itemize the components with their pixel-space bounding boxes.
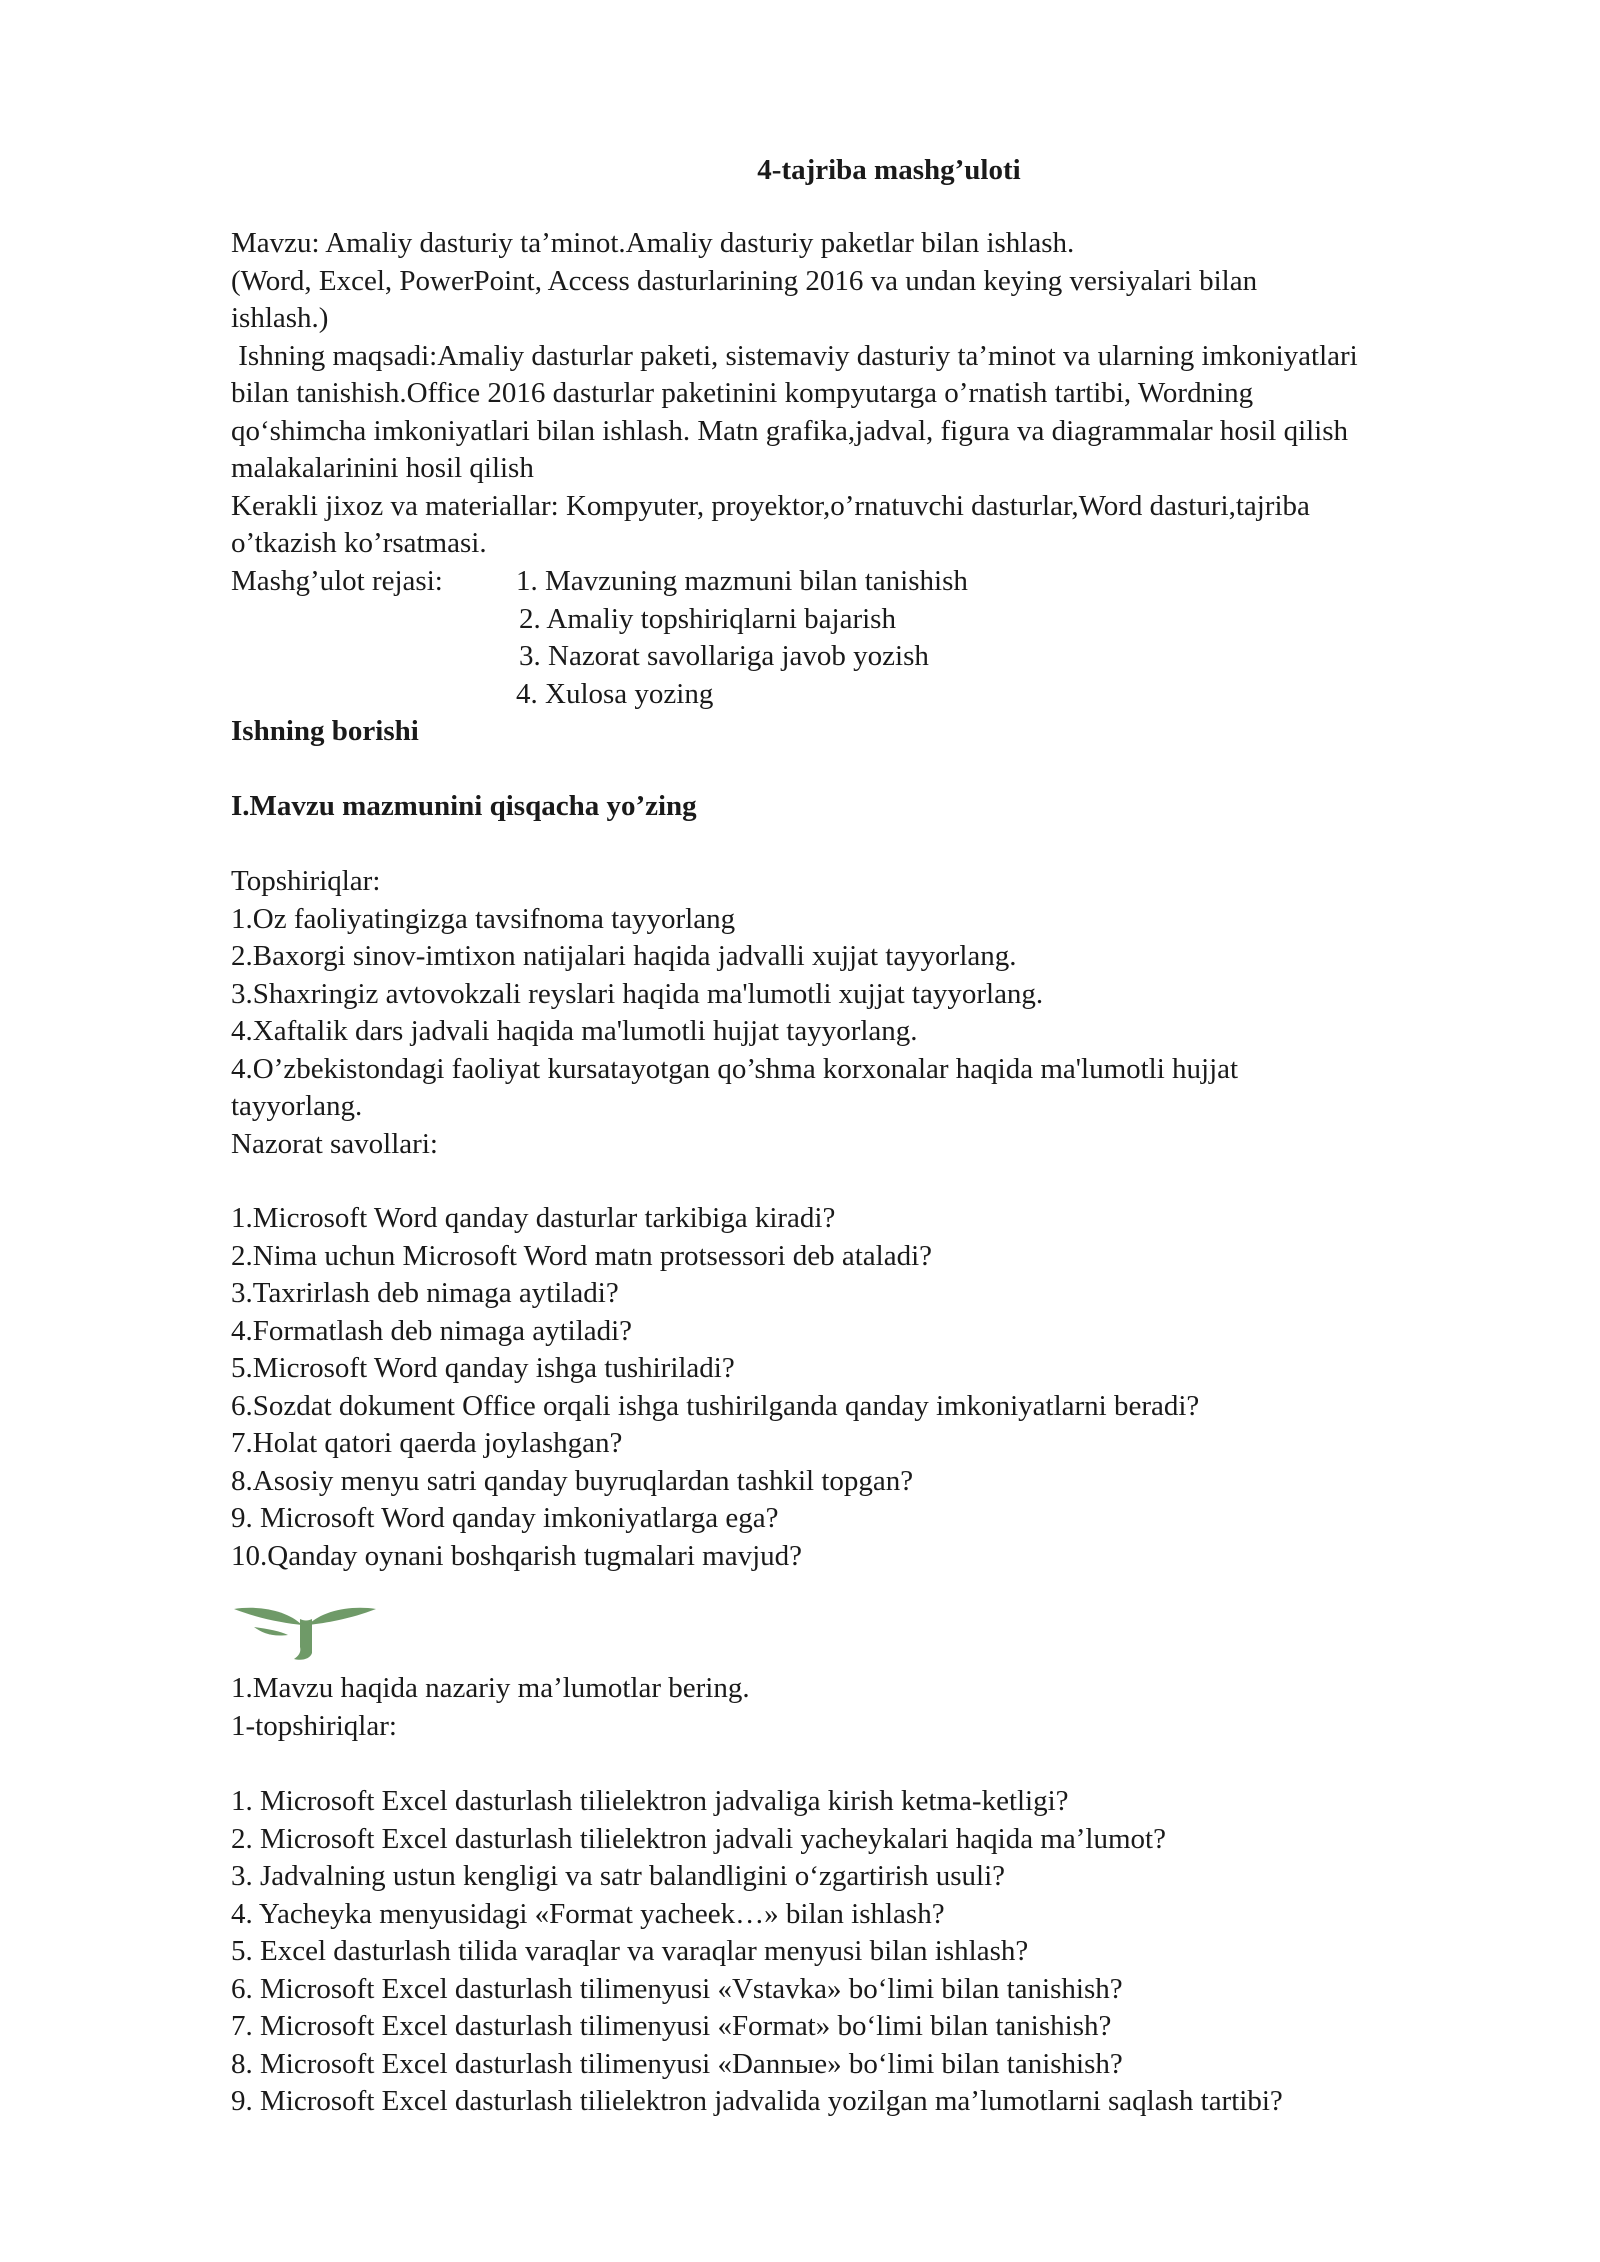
control-question: 7.Holat qatori qaerda joylashgan? [231,1427,623,1459]
control-question: 3.Taxrirlash deb nimaga aytiladi? [231,1277,619,1309]
task-item: 4.O’zbekistondagi faoliyat kursatayotgan qo’shma korxonalar haqida ma'lumotli hujjat [231,1052,1239,1085]
aim-line-2: bilan tanishish.Office 2016 dasturlar paketinini kompyutarga o’rnatish tartibi, Wordning [231,377,1254,409]
task-item: 2.Baxorgi sinov-imtixon natijalari haqida jadvalli xujjat tayyorlang. [231,940,1017,972]
excel-task: 2. Microsoft Excel dasturlash tilielektron jadvali yacheykalari haqida ma’lumot? [231,1822,1166,1855]
task-item: 4.Xaftalik dars jadvali haqida ma'lumotli hujjat tayyorlang. [231,1015,918,1047]
excel-task: 3. Jadvalning ustun kengligi va satr balandligini o‘zgartirish usuli? [231,1860,1005,1892]
task-item: tayyorlang. [231,1090,363,1122]
plan-item: 2. Amaliy topshiriqlarni bajarish [519,602,896,635]
control-question: 5.Microsoft Word qanday ishga tushiriladi? [231,1352,735,1384]
page-title: 4-tajriba mashg’uloti [757,154,1021,186]
excel-task: 9. Microsoft Excel dasturlash tilielektron jadvalida yozilgan ma’lumotlarni saqlash tartibi? [231,2085,1283,2117]
topic-line-2: (Word, Excel, PowerPoint, Access dasturlarining 2016 va undan keying versiyalari bilan [231,264,1258,297]
plan-label: Mashg’ulot rejasi: [231,565,443,597]
control-question: 1.Microsoft Word qanday dasturlar tarkibiga kiradi? [231,1202,836,1234]
intro-section [231,225,1531,563]
lesson-plan [231,563,1531,713]
task-item: 1.Oz faoliyatingizga tavsifnoma tayyorlang [231,902,736,935]
plan-item: 4. Xulosa yozing [516,677,714,710]
progress-heading: Ishning borishi [231,715,419,747]
equipment-line-2: o’tkazish ko’rsatmasi. [231,527,487,559]
topic-line: Mavzu: Amaliy dasturiy ta’minot.Amaliy dasturiy paketlar bilan ishlash. [231,227,1075,259]
plan-row-3 [231,638,1531,676]
task-item: 3.Shaxringiz avtovokzali reyslari haqida ma'lumotli xujjat tayyorlang. [231,977,1044,1010]
aim-line-4: malakalarinini hosil qilish [231,452,534,484]
theory-subheading: 1-topshiriqlar: [231,1709,397,1742]
tasks-section [231,863,1531,1163]
aim-line-1: Ishning maqsadi:Amaliy dasturlar paketi, sistemaviy dasturiy ta’minot va ularning imkoniyatlari [231,339,1358,372]
plan-row-2 [231,601,1531,639]
excel-task: 6. Microsoft Excel dasturlash tilimenyusi «Vstavka» bo‘limi bilan tanishish? [231,1972,1123,2005]
leaf-ornament-icon [230,1603,380,1663]
control-question: 8.Asosiy menyu satri qanday buyruqlardan tashkil topgan? [231,1464,914,1497]
equipment-line-1: Kerakli jixoz va materiallar: Kompyuter, proyektor,o’rnatuvchi dasturlar,Word dasturi,tajriba [231,489,1310,522]
plan-row-1 [231,563,1531,601]
control-question: 6.Sozdat dokument Office orqali ishga tushirilganda qanday imkoniyatlarni beradi? [231,1389,1200,1422]
excel-task: 1. Microsoft Excel dasturlash tilielektron jadvaliga kirish ketma-ketligi? [231,1785,1069,1817]
control-question: 9. Microsoft Word qanday imkoniyatlarga ega? [231,1502,779,1534]
tasks-heading: Topshiriqlar: [231,865,381,897]
plan-item: 1. Mavzuning mazmuni bilan tanishish [516,565,968,597]
control-question: 2.Nima uchun Microsoft Word matn protsessori deb ataladi? [231,1239,933,1272]
plan-item: 3. Nazorat savollariga javob yozish [519,640,929,672]
excel-tasks [231,1783,1531,2121]
excel-task: 5. Excel dasturlash tilida varaqlar va varaqlar menyusi bilan ishlash? [231,1935,1029,1967]
control-heading: Nazorat savollari: [231,1127,438,1160]
aim-line-3: qo‘shimcha imkoniyatlari bilan ishlash. Matn grafika,jadval, figura va diagrammalar hosil qilish [231,414,1349,447]
section-heading: I.Mavzu mazmunini qisqacha yo’zing [231,790,697,822]
plan-row-4 [231,676,1531,714]
control-question: 10.Qanday oynani boshqarish tugmalari mavjud? [231,1539,803,1572]
excel-task: 7. Microsoft Excel dasturlash tilimenyusi «Format» bo‘limi bilan tanishish? [231,2010,1112,2042]
topic-line-3: ishlash.) [231,302,329,334]
excel-task: 4. Yacheyka menyusidagi «Format yacheek…» bilan ishlash? [231,1897,945,1930]
theory-line: 1.Mavzu haqida nazariy ma’lumotlar bering. [231,1672,750,1704]
theory-section [231,1670,1531,1745]
control-question: 4.Formatlash deb nimaga aytiladi? [231,1314,633,1347]
control-questions [231,1200,1531,1575]
excel-task: 8. Microsoft Excel dasturlash tilimenyusi «Dannыe» bo‘limi bilan tanishish? [231,2047,1123,2080]
